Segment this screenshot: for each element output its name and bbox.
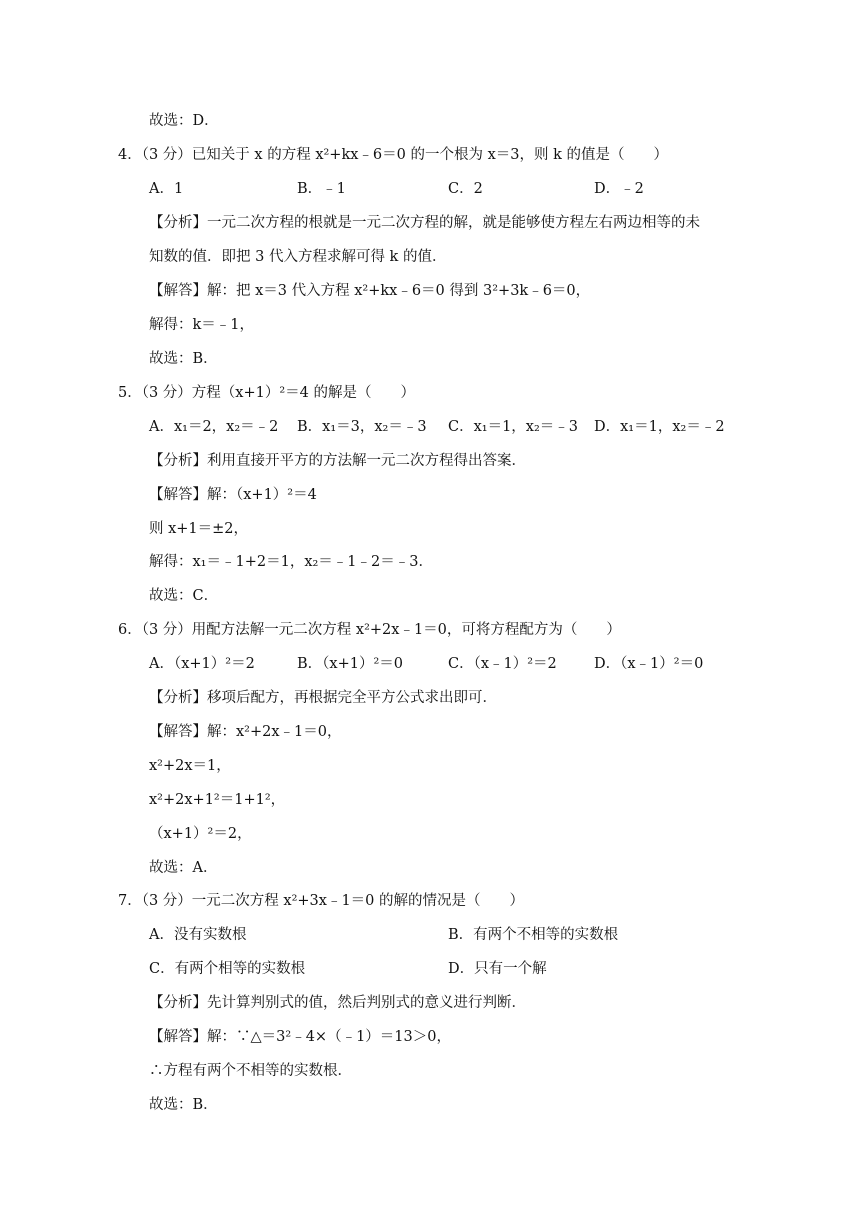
q5-option-a: A．x₁＝2，x₂＝﹣2 bbox=[149, 419, 279, 435]
q7-option-c: C．有两个相等的实数根 bbox=[149, 961, 306, 977]
q6-step-3: （x+1）²＝2， bbox=[149, 826, 252, 842]
q7-stem: 7．（3 分）一元二次方程 x²+3x﹣1＝0 的解的情况是（ ） bbox=[118, 893, 525, 909]
q7-answer: 故选：B． bbox=[149, 1097, 218, 1113]
q7-analysis: 【分析】先计算判别式的值，然后判别式的意义进行判断． bbox=[149, 995, 526, 1011]
q6-solution: 【解答】解：x²+2x﹣1＝0， bbox=[149, 724, 342, 740]
q7-option-a: A．没有实数根 bbox=[149, 927, 247, 943]
q6-analysis: 【分析】移项后配方，再根据完全平方公式求出即可． bbox=[149, 690, 497, 706]
q4-result: 解得：k＝﹣1， bbox=[149, 317, 255, 333]
q6-answer: 故选：A． bbox=[149, 860, 218, 876]
q6-option-d: D．（x﹣1）²＝0 bbox=[594, 656, 704, 672]
q6-stem: 6．（3 分）用配方法解一元二次方程 x²+2x﹣1＝0，可将方程配方为（ ） bbox=[118, 622, 621, 638]
q4-stem: 4．（3 分）已知关于 x 的方程 x²+kx﹣6＝0 的一个根为 x＝3，则 k 的值是（ ） bbox=[118, 147, 668, 163]
q4-analysis-line-1: 【分析】一元二次方程的根就是一元二次方程的解，就是能够使方程左右两边相等的未 bbox=[149, 215, 700, 231]
q6-option-a: A．（x+1）²＝2 bbox=[149, 656, 255, 672]
q6-step-1: x²+2x＝1， bbox=[149, 758, 231, 774]
q5-stem: 5．（3 分）方程（x+1）²＝4 的解是（ ） bbox=[118, 385, 416, 401]
q6-option-c: C．（x﹣1）²＝2 bbox=[448, 656, 557, 672]
q5-option-c: C．x₁＝1，x₂＝﹣3 bbox=[448, 419, 579, 435]
q4-option-a: A．1 bbox=[149, 181, 184, 197]
q7-option-b: B．有两个不相等的实数根 bbox=[448, 927, 619, 943]
q4-answer: 故选：B． bbox=[149, 351, 218, 367]
q6-option-b: B．（x+1）²＝0 bbox=[297, 656, 403, 672]
q5-option-b: B．x₁＝3，x₂＝﹣3 bbox=[297, 419, 427, 435]
q5-analysis: 【分析】利用直接开平方的方法解一元二次方程得出答案． bbox=[149, 453, 526, 469]
q7-option-d: D．只有一个解 bbox=[448, 961, 547, 977]
q4-option-b: B．﹣1 bbox=[297, 181, 346, 197]
q4-solution: 【解答】解：把 x＝3 代入方程 x²+kx﹣6＝0 得到 3²+3k﹣6＝0， bbox=[149, 283, 591, 299]
q5-step-2: 解得：x₁＝﹣1+2＝1，x₂＝﹣1﹣2＝﹣3． bbox=[149, 554, 433, 570]
q4-analysis-line-2: 知数的值．即把 3 代入方程求解可得 k 的值． bbox=[149, 249, 447, 265]
q5-answer: 故选：C． bbox=[149, 588, 219, 604]
q7-solution: 【解答】解：∵△＝3²﹣4×（﹣1）＝13＞0， bbox=[149, 1029, 451, 1045]
q6-step-2: x²+2x+1²＝1+1²， bbox=[149, 792, 286, 808]
q7-conclusion: ∴方程有两个不相等的实数根． bbox=[149, 1063, 352, 1079]
q5-option-d: D．x₁＝1，x₂＝﹣2 bbox=[594, 419, 725, 435]
q5-solution: 【解答】解：（x+1）²＝4 bbox=[149, 487, 317, 503]
q4-option-c: C．2 bbox=[448, 181, 483, 197]
prev-answer: 故选：D． bbox=[149, 113, 219, 129]
q4-option-d: D．﹣2 bbox=[594, 181, 644, 197]
q5-step-1: 则 x+1＝±2， bbox=[149, 521, 249, 537]
